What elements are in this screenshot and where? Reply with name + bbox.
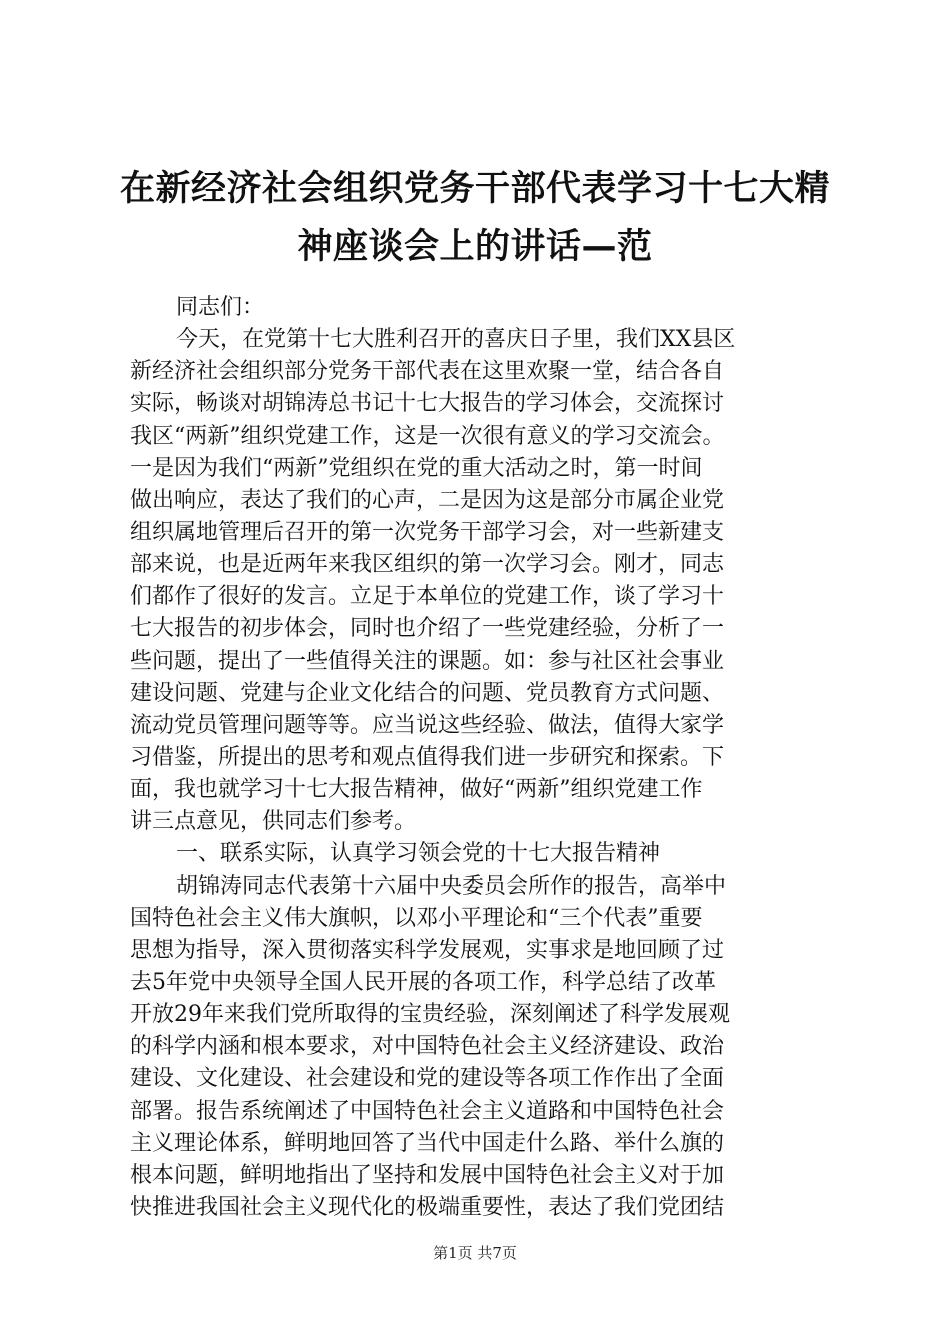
paragraph-line: 去5年党中央领导全国人民开展的各项工作，科学总结了改革 xyxy=(130,969,716,995)
salutation: 同志们： xyxy=(176,295,265,320)
page-footer: 第1页 共7页 xyxy=(433,1244,517,1262)
paragraph-line: 今天，在党第十七大胜利召开的喜庆日子里，我们XX县区 xyxy=(176,327,736,353)
paragraph-line: 建设、文化建设、社会建设和党的建设等各项工作作出了全面 xyxy=(130,1066,725,1092)
paragraph-line: 流动党员管理问题等等。应当说这些经验、做法，值得大家学 xyxy=(130,712,725,738)
paragraph-line: 的科学内涵和根本要求，对中国特色社会主义经济建设、政治 xyxy=(130,1034,725,1060)
paragraph-line: 实际，畅谈对胡锦涛总书记十七大报告的学习体会，交流探讨 xyxy=(130,391,725,417)
paragraph-line: 做出响应，表达了我们的心声，二是因为这是部分市属企业党 xyxy=(130,487,725,513)
paragraph-line: 根本问题，鲜明地指出了坚持和发展中国特色社会主义对于加 xyxy=(130,1162,725,1188)
paragraph-line: 一是因为我们“两新”党组织在党的重大活动之时，第一时间 xyxy=(130,455,703,481)
paragraph-line: 快推进我国社会主义现代化的极端重要性，表达了我们党团结 xyxy=(130,1194,725,1220)
paragraph-line: 部来说，也是近两年来我区组织的第一次学习会。刚才，同志 xyxy=(130,552,725,578)
paragraph-line: 们都作了很好的发言。立足于本单位的党建工作，谈了学习十 xyxy=(130,584,725,610)
paragraph-line: 胡锦涛同志代表第十六届中央委员会所作的报告，高举中 xyxy=(176,873,727,899)
paragraph-line: 组织属地管理后召开的第一次党务干部学习会，对一些新建支 xyxy=(130,519,725,545)
paragraph-line: 面，我也就学习十七大报告精神，做好“两新”组织党建工作 xyxy=(130,777,703,803)
paragraph-line: 些问题，提出了一些值得关注的课题。如：参与社区社会事业 xyxy=(130,648,725,674)
paragraph-line: 我区“两新”组织党建工作，这是一次很有意义的学习交流会。 xyxy=(130,423,725,449)
paragraph-line: 国特色社会主义伟大旗帜，以邓小平理论和“三个代表”重要 xyxy=(130,905,703,931)
paragraph-line: 新经济社会组织部分党务干部代表在这里欢聚一堂，结合各自 xyxy=(130,359,725,385)
paragraph-line: 讲三点意见，供同志们参考。 xyxy=(130,809,417,835)
section-heading: 一、联系实际，认真学习领会党的十七大报告精神 xyxy=(176,841,661,867)
document-body xyxy=(130,292,830,1224)
title-line-2: 神座谈会上的讲话—范 xyxy=(297,227,653,267)
paragraph-line: 思想为指导，深入贯彻落实科学发展观，实事求是地回顾了过 xyxy=(130,937,725,963)
paragraph-line: 部署。报告系统阐述了中国特色社会主义道路和中国特色社会 xyxy=(130,1098,725,1124)
paragraph-line: 建设问题、党建与企业文化结合的问题、党员教育方式问题、 xyxy=(130,680,725,706)
paragraph-line: 开放29年来我们党所取得的宝贵经验，深刻阐述了科学发展观 xyxy=(130,1002,730,1028)
paragraph-line: 主义理论体系，鲜明地回答了当代中国走什么路、举什么旗的 xyxy=(130,1130,725,1156)
paragraph-line: 七大报告的初步体会，同时也介绍了一些党建经验，分析了一 xyxy=(130,616,725,642)
paragraph-line: 习借鉴，所提出的思考和观点值得我们进一步研究和探索。下 xyxy=(130,744,725,770)
document-title xyxy=(60,160,890,276)
title-line-1: 在新经济社会组织党务干部代表学习十七大精 xyxy=(119,169,830,209)
